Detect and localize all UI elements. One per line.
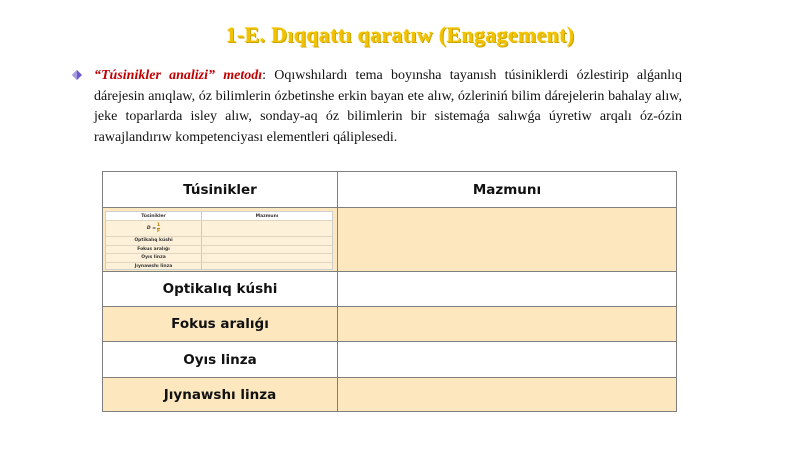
content-cell (338, 378, 676, 411)
colon: : (262, 68, 275, 83)
content-cell (338, 342, 676, 378)
table-row (103, 307, 676, 342)
table-row-thumbnail (103, 208, 676, 272)
table-row (103, 378, 676, 411)
header-content: Mazmunı (338, 172, 676, 208)
content-cell (338, 307, 676, 342)
thumb-header-terms: Túsinikler (106, 212, 202, 220)
slide-title: 1-E. Dıqqattı qaratıw (Engagement) (225, 22, 575, 47)
method-name: “Túsinikler analizi” metodı (94, 68, 263, 83)
header-terms: Túsinikler (103, 172, 338, 208)
bullet-paragraph (78, 66, 682, 148)
bullet-arrow-icon (72, 70, 82, 80)
thumb-header-content: Mazmunı (255, 213, 279, 219)
paragraph-text (94, 66, 682, 148)
table-row (103, 342, 676, 378)
thumb-row-3: Oyıs linza (106, 254, 202, 262)
paragraph-body: Oqıwshılardı tema boyınsha tayanısh túsiniklerdi ózlestirip alǵanlıq dárejesin anıqlaw, óz bilimlerin ózbetinshe erkin bayan ete alıw, ózleriniń bilim dárejelerin bahalay alıw, jeke toparlarda isley alıw, sonday-aq óz bilimlerin bir sistemaǵa salıwǵa úyretiw arqalı óz-ózin rawajlandırıw kompetenciyası elementleri qáliplesedi. (94, 68, 682, 145)
thumb-formula: D = $\frac{1}{F}$ (106, 221, 202, 236)
thumb-row-4: Jıynawshı linza (106, 263, 202, 270)
thumbnail-cell (103, 208, 338, 272)
thumbnail-content-cell (338, 208, 676, 272)
term-cell: Oyıs linza (103, 342, 338, 378)
table-header-row (103, 172, 676, 208)
term-cell: Optikalıq kúshi (103, 272, 338, 307)
content-cell (338, 272, 676, 307)
thumb-row-2: Fokus aralıǵı (106, 246, 202, 254)
term-cell: Jıynawshı linza (103, 378, 338, 411)
table-thumbnail-image (105, 211, 333, 270)
term-cell: Fokus aralıǵı (103, 307, 338, 342)
concepts-table (102, 171, 677, 412)
thumb-row-1: Optikalıq kúshi (106, 237, 202, 245)
table-row (103, 272, 676, 307)
